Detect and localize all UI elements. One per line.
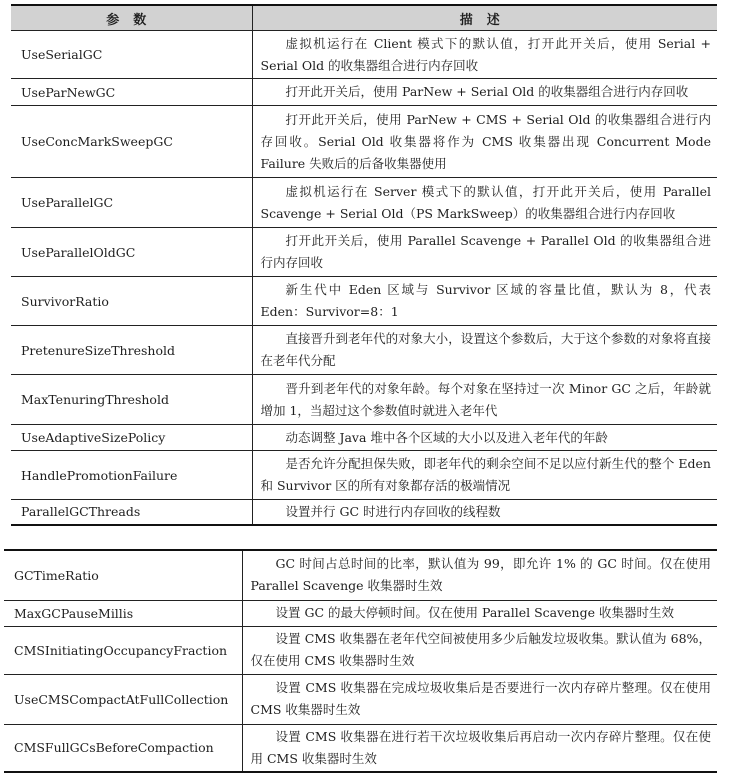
param-desc: 是否允许分配担保失败，即老年代的剩余空间不足以应付新生代的整个 Eden 和 Survivor 区的所有对象都存活的极端情况 — [252, 451, 717, 500]
table-row — [11, 500, 717, 525]
param-name: UseParNewGC — [11, 79, 252, 106]
param-name: CMSInitiatingOccupancyFraction — [4, 626, 242, 674]
table-row — [11, 31, 717, 79]
header-param: 参数 — [11, 5, 252, 31]
param-name: PretenureSizeThreshold — [11, 326, 252, 375]
param-name: MaxGCPauseMillis — [4, 600, 242, 626]
table-row — [11, 375, 717, 425]
param-name: GCTimeRatio — [4, 550, 242, 600]
table-row — [4, 674, 717, 724]
param-name: MaxTenuringThreshold — [11, 375, 252, 425]
param-name: ParallelGCThreads — [11, 500, 252, 525]
param-name: UseParallelOldGC — [11, 228, 252, 277]
table-row — [4, 600, 717, 626]
param-desc: 设置 CMS 收集器在进行若干次垃圾收集后再启动一次内存碎片整理。仅在使用 CMS 收集器时生效 — [242, 724, 717, 772]
param-desc: 打开此开关后，使用 ParNew + Serial Old 的收集器组合进行内存回收 — [252, 79, 717, 106]
table-row — [4, 626, 717, 674]
table-row — [4, 550, 717, 600]
table-row — [11, 326, 717, 375]
param-desc: 设置并行 GC 时进行内存回收的线程数 — [252, 500, 717, 525]
param-name: UseAdaptiveSizePolicy — [11, 425, 252, 451]
param-name: UseSerialGC — [11, 31, 252, 79]
param-name: HandlePromotionFailure — [11, 451, 252, 500]
param-desc: 虚拟机运行在 Server 模式下的默认值，打开此开关后，使用 Parallel Scavenge + Serial Old（PS MarkSweep）的收集器组合进行内存回收 — [252, 178, 717, 228]
param-name: UseCMSCompactAtFullCollection — [4, 674, 242, 724]
param-desc: 虚拟机运行在 Client 模式下的默认值，打开此开关后，使用 Serial + Serial Old 的收集器组合进行内存回收 — [252, 31, 717, 79]
table-row — [11, 106, 717, 178]
param-desc: 直接晋升到老年代的对象大小，设置这个参数后，大于这个参数的对象将直接在老年代分配 — [252, 326, 717, 375]
param-name: UseParallelGC — [11, 178, 252, 228]
table-row — [11, 451, 717, 500]
param-desc: 设置 CMS 收集器在完成垃圾收集后是否要进行一次内存碎片整理。仅在使用 CMS 收集器时生效 — [242, 674, 717, 724]
param-desc: 动态调整 Java 堆中各个区域的大小以及进入老年代的年龄 — [252, 425, 717, 451]
param-name: CMSFullGCsBeforeCompaction — [4, 724, 242, 772]
param-desc: 打开此开关后，使用 Parallel Scavenge + Parallel Old 的收集器组合进行内存回收 — [252, 228, 717, 277]
param-desc: 新生代中 Eden 区域与 Survivor 区域的容量比值，默认为 8，代表 Eden：Survivor=8：1 — [252, 277, 717, 326]
gc-parameters-table — [11, 4, 717, 526]
param-desc: 晋升到老年代的对象年龄。每个对象在坚持过一次 Minor GC 之后，年龄就增加 1，当超过这个参数值时就进入老年代 — [252, 375, 717, 425]
gc-parameters-table-continued — [4, 549, 717, 773]
param-desc: 设置 GC 的最大停顿时间。仅在使用 Parallel Scavenge 收集器时生效 — [242, 600, 717, 626]
table-row — [11, 277, 717, 326]
param-name: UseConcMarkSweepGC — [11, 106, 252, 178]
table-row — [4, 724, 717, 772]
param-desc: GC 时间占总时间的比率，默认值为 99，即允许 1% 的 GC 时间。仅在使用 Parallel Scavenge 收集器时生效 — [242, 550, 717, 600]
param-name: SurvivorRatio — [11, 277, 252, 326]
param-desc: 打开此开关后，使用 ParNew + CMS + Serial Old 的收集器组合进行内存回收。Serial Old 收集器将作为 CMS 收集器出现 Concurrent Mode Failure 失败后的后备收集器使用 — [252, 106, 717, 178]
table-row — [11, 425, 717, 451]
table-row — [11, 178, 717, 228]
table-row — [11, 228, 717, 277]
table-row — [11, 79, 717, 106]
param-desc: 设置 CMS 收集器在老年代空间被使用多少后触发垃圾收集。默认值为 68%，仅在使用 CMS 收集器时生效 — [242, 626, 717, 674]
header-desc: 描述 — [252, 5, 717, 31]
table-header-row — [11, 5, 717, 31]
